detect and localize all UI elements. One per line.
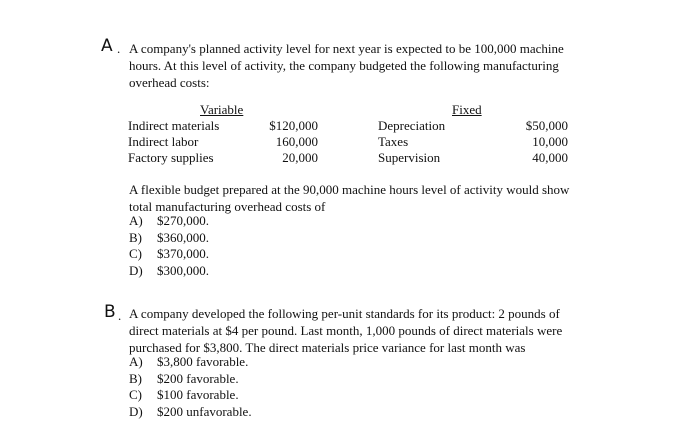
answer-choice[interactable] (129, 246, 209, 263)
cost-amount: 10,000 (532, 134, 568, 149)
cost-name: Factory supplies (128, 150, 214, 165)
choice-text: $200 unfavorable. (157, 403, 252, 419)
cost-amount: $50,000 (525, 118, 568, 133)
fixed-cost-amounts (498, 118, 568, 166)
problem-a-question (129, 181, 569, 215)
choice-text: $270,000. (157, 213, 209, 228)
problem-b-stem (129, 305, 562, 356)
choice-text: $300,000. (157, 262, 209, 278)
stem-line: direct materials at $4 per pound. Last month, 1,000 pounds of direct materials were (129, 323, 563, 338)
variable-cost-amounts (248, 118, 318, 166)
choice-letter: C) (129, 246, 142, 261)
problem-a-stem (129, 40, 564, 91)
cost-name: Taxes (378, 134, 409, 149)
stem-line: hours. At this level of activity, the company budgeted the following manufacturing (129, 58, 559, 73)
cost-name: Depreciation (378, 118, 446, 133)
answer-choice[interactable] (129, 354, 252, 371)
fixed-cost-names (378, 118, 445, 166)
stem-line: purchased for $3,800. The direct materials price variance for last month was (129, 340, 526, 355)
choice-letter: B) (129, 370, 142, 386)
choice-letter: B) (129, 229, 142, 245)
cost-amount: 160,000 (275, 134, 318, 149)
question-line: total manufacturing overhead costs of (129, 199, 326, 214)
answer-choice[interactable] (129, 404, 252, 421)
cost-name: Supervision (378, 150, 441, 165)
stem-line: A company's planned activity level for next year is expected to be 100,000 machine (129, 41, 564, 56)
choice-text: $100 favorable. (157, 387, 239, 402)
choice-text: $360,000. (157, 229, 209, 245)
choice-text: $3,800 favorable. (157, 354, 249, 369)
choice-text: $200 favorable. (157, 370, 239, 386)
problem-a-dot: . (117, 41, 121, 56)
choice-text: $370,000. (157, 246, 209, 261)
cost-name: Indirect materials (128, 118, 220, 133)
variable-cost-names (128, 118, 219, 166)
cost-amount: 40,000 (532, 150, 568, 165)
stem-line: overhead costs: (129, 75, 210, 90)
stem-line: A company developed the following per-unit standards for its product: 2 pounds of (129, 306, 560, 321)
answer-choice[interactable] (129, 387, 252, 404)
cost-name: Indirect labor (128, 134, 199, 149)
choice-letter: A) (129, 213, 143, 228)
problem-a-choices (129, 213, 209, 279)
problem-b-marker: B (104, 302, 116, 322)
fixed-header: Fixed (452, 102, 482, 117)
problem-b-dot: . (118, 308, 122, 323)
answer-choice[interactable] (129, 371, 252, 388)
choice-letter: D) (129, 262, 143, 278)
question-line: A flexible budget prepared at the 90,000 machine hours level of activity would show (129, 182, 570, 197)
cost-amount: 20,000 (282, 150, 318, 165)
answer-choice[interactable] (129, 230, 209, 247)
answer-choice[interactable] (129, 263, 209, 280)
cost-amount: $120,000 (269, 118, 318, 133)
problem-b-choices (129, 354, 252, 420)
choice-letter: A) (129, 354, 143, 369)
answer-choice[interactable] (129, 213, 209, 230)
choice-letter: D) (129, 403, 143, 419)
variable-header: Variable (200, 102, 244, 117)
problem-a-marker: A (101, 36, 113, 56)
choice-letter: C) (129, 387, 142, 402)
